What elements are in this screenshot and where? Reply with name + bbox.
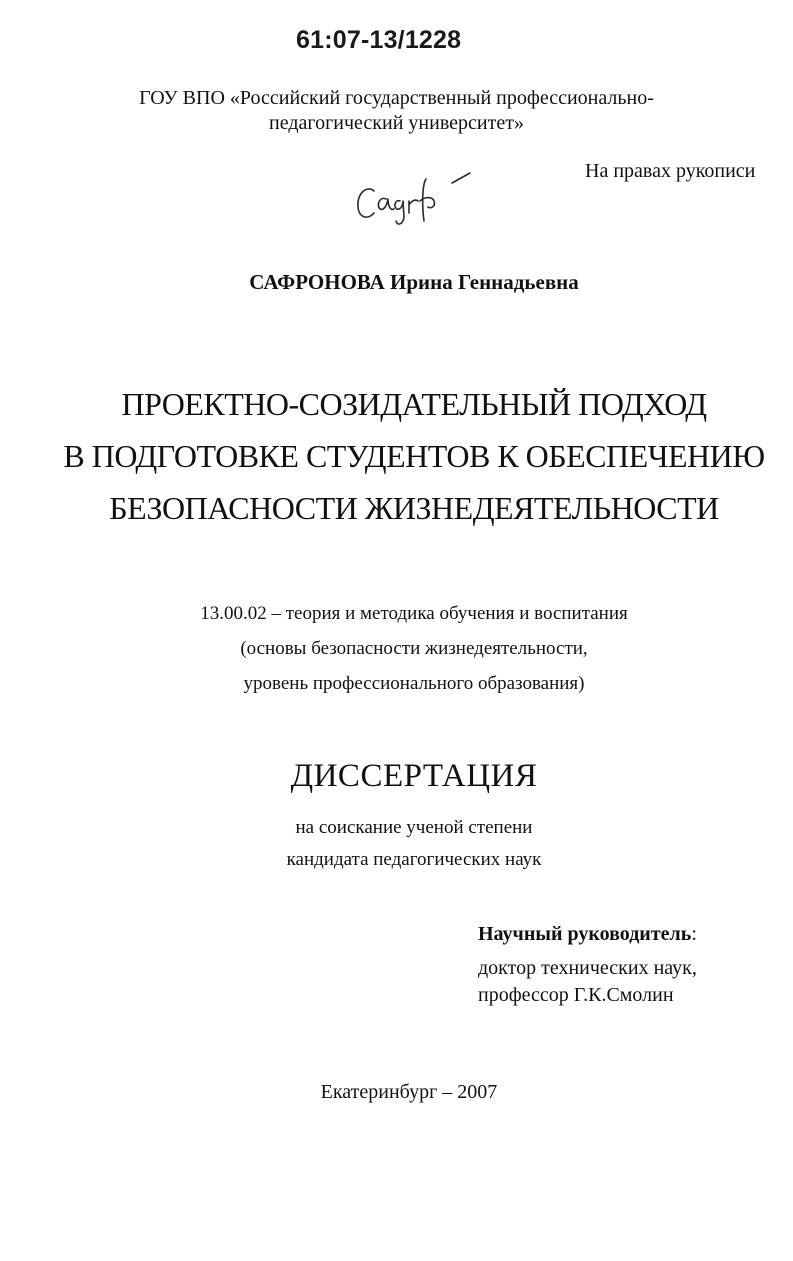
author-name: САФРОНОВА Ирина Геннадьевна xyxy=(249,270,579,294)
title-line-2: В ПОДГОТОВКЕ СТУДЕНТОВ К ОБЕСПЕЧЕНИЮ xyxy=(63,438,765,474)
specialty-line-1: 13.00.02 – теория и методика обучения и воспитания xyxy=(200,603,628,624)
supervisor-label xyxy=(478,923,697,946)
specialty-code xyxy=(0,596,793,701)
title-line-1: ПРОЕКТНО-СОЗИДАТЕЛЬНЫЙ ПОДХОД xyxy=(121,386,707,422)
title-line-3: БЕЗОПАСНОСТИ ЖИЗНЕДЕЯТЕЛЬНОСТИ xyxy=(109,490,719,526)
degree-line-2: кандидата педагогических наук xyxy=(286,849,542,870)
supervisor-name: профессор Г.К.Смолин xyxy=(478,984,674,1006)
institution-line-2: педагогический университет» xyxy=(269,112,524,134)
institution-line-1: ГОУ ВПО «Российский государственный профессионально- xyxy=(139,87,654,109)
institution-name xyxy=(0,86,793,136)
supervisor-label-text: Научный руководитель xyxy=(478,923,692,945)
city-and-year: Екатеринбург – 2007 xyxy=(320,1081,498,1103)
specialty-line-3: уровень профессионального образования) xyxy=(243,673,585,694)
specialty-line-2: (основы безопасности жизнедеятельности, xyxy=(240,638,588,659)
document-type-heading: ДИССЕРТАЦИЯ xyxy=(290,758,538,794)
handwritten-signature xyxy=(352,163,480,243)
supervisor-degree: доктор технических наук, xyxy=(478,957,697,979)
manuscript-rights-note: На правах рукописи xyxy=(585,160,756,182)
supervisor-details xyxy=(478,955,697,1009)
archive-stamp-number: 61:07-13/1228 xyxy=(296,26,462,54)
supervisor-label-colon: : xyxy=(691,923,697,945)
dissertation-title xyxy=(0,378,793,534)
degree-sought xyxy=(0,812,793,876)
degree-line-1: на соискание ученой степени xyxy=(295,817,533,838)
